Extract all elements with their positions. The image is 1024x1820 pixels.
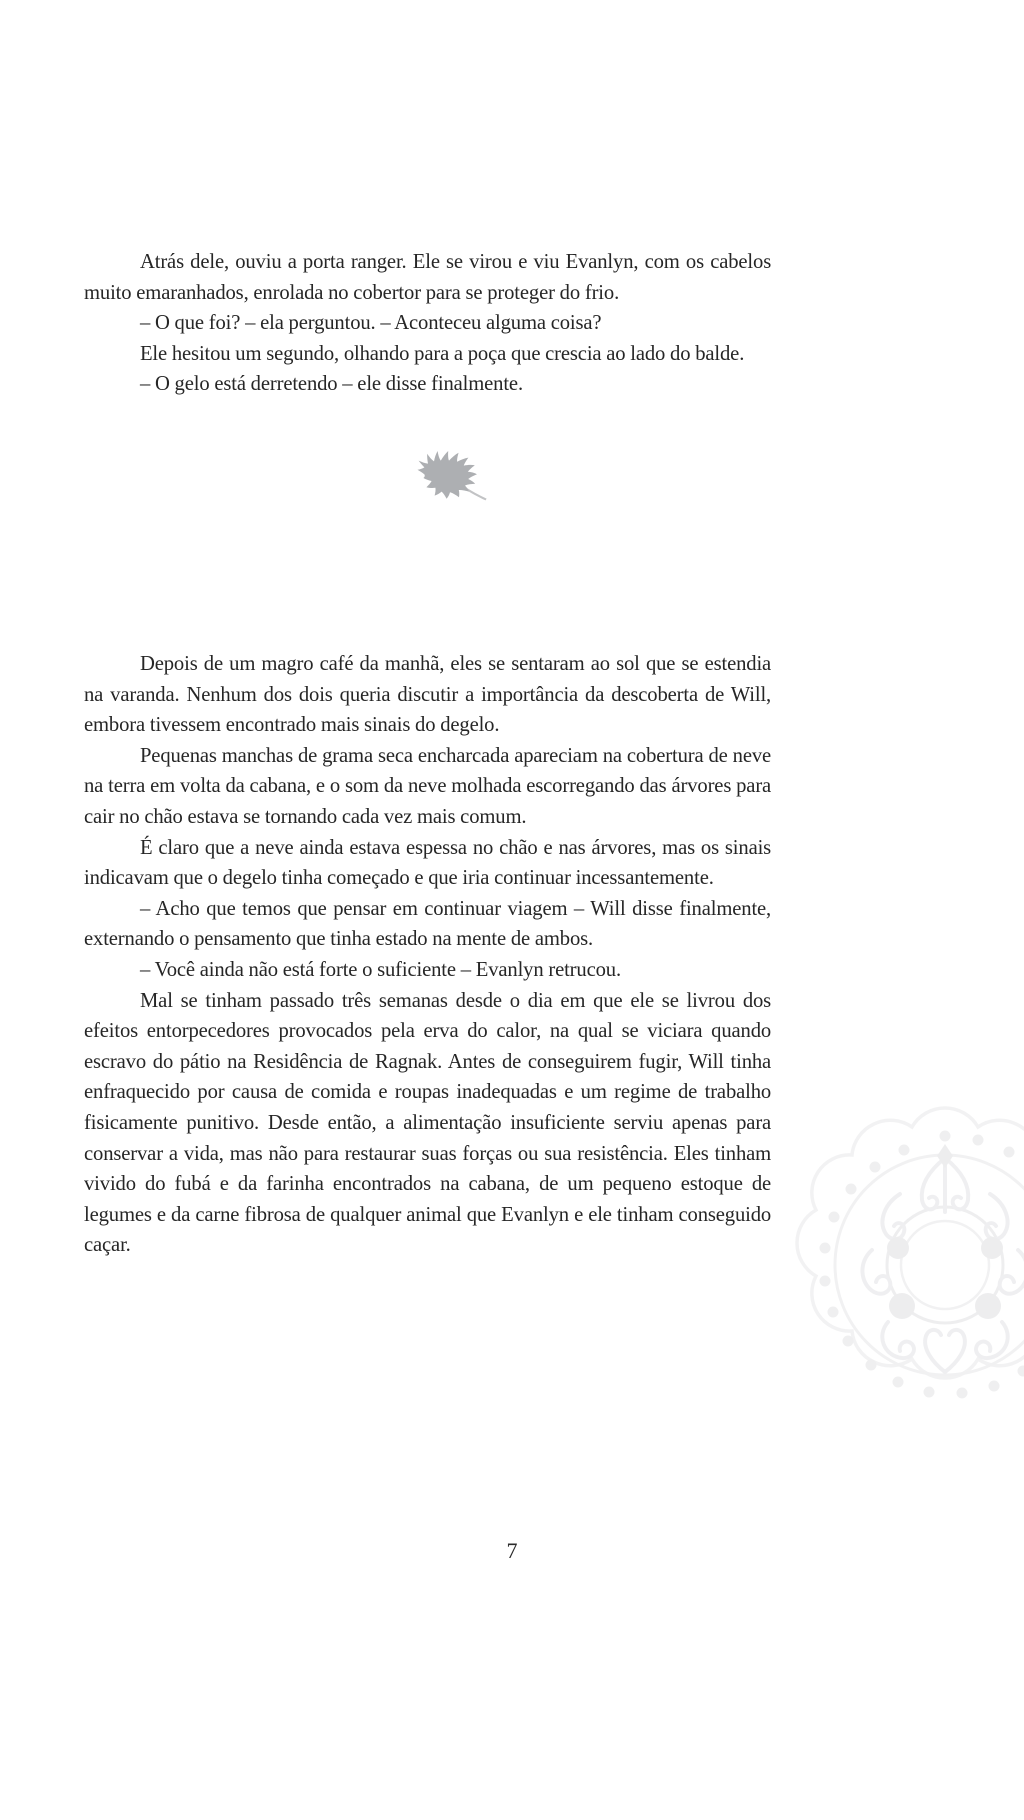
paragraph: – O gelo está derretendo – ele disse finalmente. [139,371,523,396]
paragraph: É claro que a neve ainda estava espessa no chão e nas árvores, mas os sinais indicavam que o degelo tinha começado e que iria continuar incessantemente. [84,834,772,890]
paragraph: Pequenas manchas de grama seca encharcada apareciam na cobertura de neve na terra em volta da cabana, e o som da neve molhada escorregando das árvores para cair no chão estava se tornando cada vez mais comum. [84,742,772,828]
paragraph: – O que foi? – ela perguntou. – Aconteceu alguma coisa? [139,310,602,335]
paragraph: Atrás dele, ouviu a porta ranger. Ele se virou e viu Evanlyn, com os cabelos muito emaranhados, enrolada no cobertor para se proteger do frio. [84,249,772,304]
paragraph: – Acho que temos que pensar em continuar viagem – Will disse finalmente, externando o pensamento que tinha estado na mente de ambos. [84,895,772,951]
paragraph: Mal se tinham passado três semanas desde o dia em que ele se livrou dos efeitos entorpecedores provocados pela erva do calor, na qual se viciara quando escravo do pátio na Residência de Ragnak. Antes de conseguirem fugir, Will tinha enfraquecido por causa de comida e roupas inadequadas e um regime de trabalho fisicamente punitivo. Desde então, a alimentação insuficiente serviu apenas para conservar a vida, mas não para restaurar suas forças ou sua resistência. Eles tinham vivido do fubá e da farinha encontrados na cabana, de um pequeno estoque de legumes e da carne fibrosa de qualquer animal que Evanlyn e ele tinham conseguido caçar. [84,987,772,1257]
oak-leaf-icon [402,441,497,503]
section-break [84,399,796,517]
page-number: 7 [506,1538,518,1563]
paragraph: – Você ainda não está forte o suficiente – Evanlyn retrucou. [139,956,621,981]
text-block-upper [84,246,796,517]
text-block-lower [84,648,796,1260]
corner-medallion-icon [780,1100,1024,1430]
paragraph: Ele hesitou um segundo, olhando para a poça que crescia ao lado do balde. [139,340,745,365]
paragraph: Depois de um magro café da manhã, eles se sentaram ao sol que se estendia na varanda. Nenhum dos dois queria discutir a importância da descoberta de Will, embora tivessem encontrado mais sinais do degelo. [84,651,772,737]
